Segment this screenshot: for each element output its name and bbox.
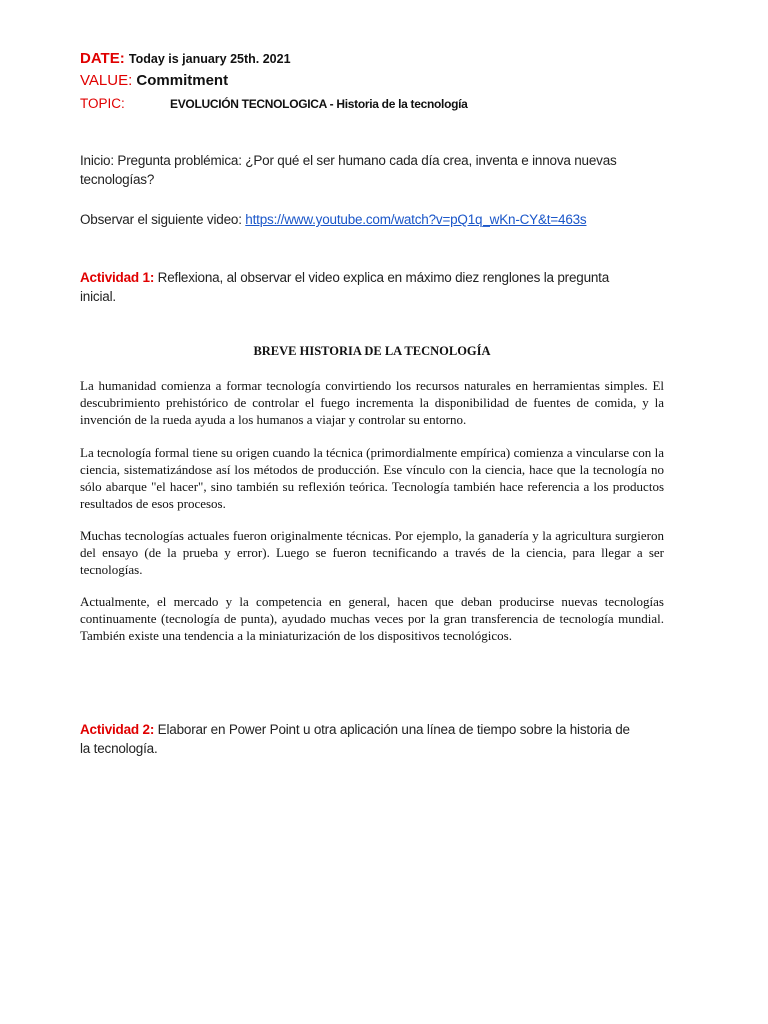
topic-line bbox=[80, 96, 468, 111]
date-line bbox=[80, 50, 291, 67]
value-value: Commitment bbox=[136, 72, 229, 89]
date-value: Today is january 25th. 2021 bbox=[128, 52, 291, 66]
topic-label: TOPIC: bbox=[80, 96, 125, 111]
history-heading: BREVE HISTORIA DE LA TECNOLOGÍA bbox=[253, 344, 491, 358]
activity-1 bbox=[80, 268, 645, 306]
activity-1-text: Reflexiona, al observar el video explica en máximo diez renglones la pregunta inicial. bbox=[80, 270, 610, 304]
history-paragraph-4: Actualmente, el mercado y la competencia en general, hacen que deban producirse nuevas tecnologías continuamente (tecnología de punta), ayudado muchas veces por la gran transferencia de tecnología mundial. También existe una tendencia a la miniaturización de los dispositivos tecnológicos. bbox=[80, 594, 664, 643]
video-text: Observar el siguiente video: bbox=[80, 212, 246, 227]
topic-value: EVOLUCIÓN TECNOLOGICA - Historia de la tecnología bbox=[170, 97, 468, 111]
history-paragraph-3: Muchas tecnologías actuales fueron originalmente técnicas. Por ejemplo, la ganadería y la agricultura surgieron del ensayo (de la prueba y error). Luego se fueron tecnificando a través de la ciencia, para llegar a ser tecnologías. bbox=[80, 528, 664, 577]
inicio-question: Inicio: Pregunta problémica: ¿Por qué el ser humano cada día crea, inventa e innova nuevas tecnologías? bbox=[80, 153, 617, 187]
value-label: VALUE: bbox=[80, 72, 133, 89]
history-paragraph-1: La humanidad comienza a formar tecnología convirtiendo los recursos naturales en herramientas simples. El descubrimiento prehistórico de controlar el fuego incrementa la disponibilidad de fuentes de comida, y la invención de la rueda ayuda a los humanos a viajar y controlar su entorno. bbox=[80, 378, 664, 427]
date-label: DATE: bbox=[80, 50, 125, 67]
history-paragraph-2: La tecnología formal tiene su origen cuando la técnica (primordialmente empírica) comienza a vincularse con la ciencia, sistematizándose así los métodos de producción. Ese vínculo con la ciencia, hace que la tecnología no sólo abarque "el hacer", sino también su reflexión teórica. Tecnología también hace referencia a los productos resultados de esos procesos. bbox=[80, 445, 664, 511]
activity-2 bbox=[80, 720, 640, 758]
video-line bbox=[80, 210, 670, 229]
video-link[interactable]: https://www.youtube.com/watch?v=pQ1q_wKn-CY&t=463s bbox=[245, 212, 587, 227]
activity-2-label: Actividad 2: bbox=[80, 722, 155, 737]
activity-2-text: Elaborar en Power Point u otra aplicación una línea de tiempo sobre la historia de la tecnología. bbox=[80, 722, 630, 756]
value-line bbox=[80, 72, 228, 89]
activity-1-label: Actividad 1: bbox=[80, 270, 155, 285]
